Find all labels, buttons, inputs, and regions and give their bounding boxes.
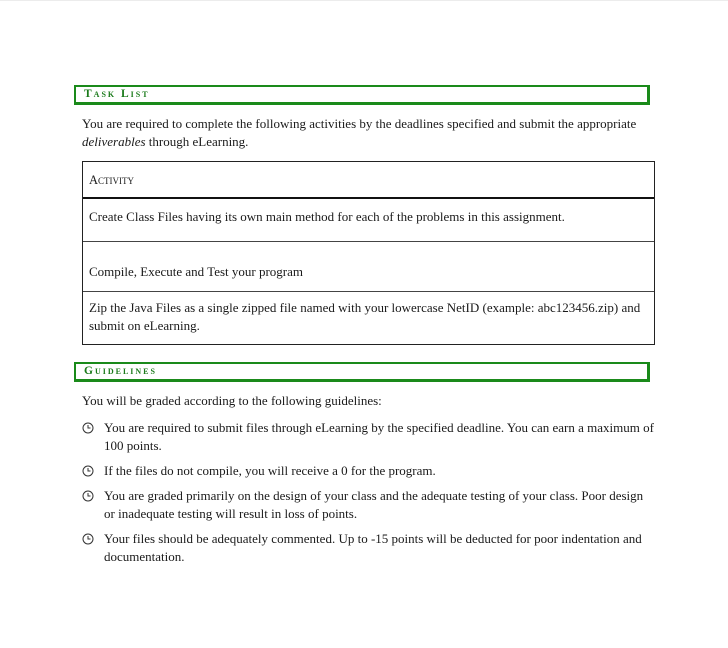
- guideline-text: Your files should be adequately commented. Up to -15 points will be deducted for poor indentation and documentation.: [104, 531, 642, 564]
- clock-icon: [82, 533, 94, 545]
- guidelines-list: [82, 419, 657, 573]
- task-list-header: [74, 85, 650, 105]
- table-row: [83, 199, 654, 242]
- clock-icon: [82, 490, 94, 502]
- table-row: [83, 292, 654, 344]
- guidelines-header: [74, 362, 650, 382]
- activity-table: [82, 161, 655, 345]
- task-list-intro: [82, 115, 652, 151]
- intro-text-italic: deliverables: [82, 134, 146, 149]
- guideline-text: You are required to submit files through eLearning by the specified deadline. You can earn a maximum of 100 points.: [104, 420, 654, 453]
- clock-icon: [82, 465, 94, 477]
- guideline-text: If the files do not compile, you will receive a 0 for the program.: [104, 463, 436, 478]
- guidelines-intro: You will be graded according to the following guidelines:: [82, 393, 382, 408]
- activity-column-label: Activity: [89, 173, 135, 187]
- guidelines-title: Guidelines: [84, 365, 157, 377]
- list-item: [82, 462, 657, 480]
- list-item: [82, 419, 657, 455]
- list-item: [82, 487, 657, 523]
- intro-text-after: through eLearning.: [145, 134, 249, 149]
- activity-table-header: [83, 162, 654, 199]
- clock-icon: [82, 422, 94, 434]
- activity-row-text: Create Class Files having its own main method for each of the problems in this assignment.: [89, 209, 565, 224]
- list-item: [82, 530, 657, 566]
- activity-row-text: Zip the Java Files as a single zipped file named with your lowercase NetID (example: abc123456.zip) and submit on eLearning.: [89, 300, 641, 333]
- page-top-rule: [0, 0, 728, 1]
- guideline-text: You are graded primarily on the design of your class and the adequate testing of your class. Poor design or inadequate testing will result in loss of points.: [104, 488, 644, 521]
- activity-row-text: Compile, Execute and Test your program: [89, 264, 304, 279]
- intro-text-before: You are required to complete the following activities by the deadlines specified and submit the appropriate: [82, 116, 637, 131]
- table-row: [83, 242, 654, 292]
- task-list-title: Task List: [84, 88, 150, 100]
